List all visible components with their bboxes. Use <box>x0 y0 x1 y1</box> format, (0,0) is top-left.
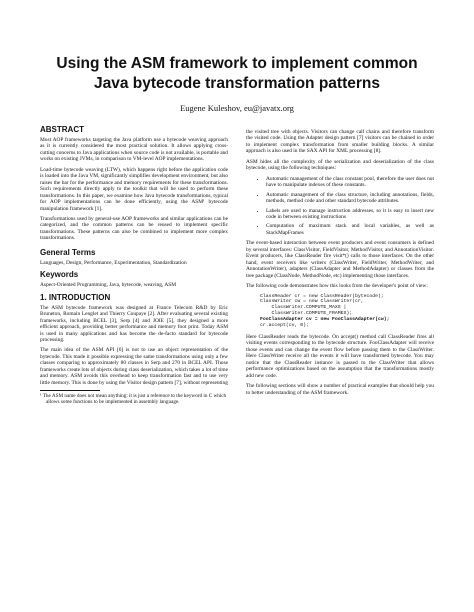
paper-title: Using the ASM framework to implement common Java bytecode transformation patterns <box>56 55 418 92</box>
list-item: • Automatic management of the class constant pool, therefore the user does not have to manipulate indexes of these constants. <box>266 176 434 189</box>
code-listing <box>260 294 434 329</box>
abstract-heading: ABSTRACT <box>40 125 84 134</box>
left-column <box>40 125 228 406</box>
introduction-paragraph: The main idea of the ASM API [6] is not to use an object representation of the bytecode. This made it possible expressing the same transformations using only a few classes comparing to approximately 80 classes in Serp and 270 in BCEL API. Those frameworks create lots of objects during class deserialization, which takes a lot of time and memory. ASM avoids this overhead to keep transformation fast and to use very little memory. This is done by using the Visitor design pattern [7], without representing <box>40 347 228 386</box>
abstract-paragraph: Most AOP frameworks targeting the Java platform use a bytecode weaving approach as it is currently considered the most practical solution. It allows applying cross-cutting concerns to Java applications when source code is not available, is portable and works on existing JVMs, in comparison to VM-level AOP implementations. <box>40 137 228 163</box>
code-line: ClassWriter.COMPUTE_MAXS | <box>260 305 347 311</box>
abstract-paragraph: Transformations used by general-use AOP frameworks and similar applications can be categorized, and the common patterns can be reused to implement specific transformations. These patterns can also be combined to implement more complex transformations. <box>40 215 228 242</box>
abstract-paragraph: Load-time bytecode weaving (LTW), which happens right before the application code is loaded into the Java VM, significantly simplifies development environment, but also raises the bar for the performance and memory requirements for these transformations. Such requirements directly apply to the toolkit that will be used to perform these transformations. In this paper, we examine how Java bytecode transformations, typical for AOP implementations can be done efficiently, using the ASM¹ bytecode manipulation framework [1]. <box>40 166 228 212</box>
list-item: • Computation of maximum stack and local variables, as well as StackMapFrames <box>266 223 434 236</box>
list-item: • Labels are used to manage instruction addresses, so it is easy to insert new code in between existing instructions <box>266 208 434 221</box>
list-item: • Automatic management of the class structure, including annotations, fields, methods, method code and other standard bytecode attributes. <box>266 192 434 205</box>
general-terms-text: Languages, Design, Performance, Experimentation, Standardization <box>40 259 187 266</box>
body-paragraph: The event-based interaction between event producers and event consumers is defined by several interfaces: ClassVisitor, FieldVisitor, MethodVisitor, and AnnotationVisitor. Event producers, like ClassReader fire visit*() calls to those interfaces. On the other hand, event receivers like writers (ClassWriter, FieldWriter, MethodWriter, and AnnotationWriter), adapters (ClassAdapter and MethodAdapter) or classes from the tree package (ClassNode, MethodNode, etc) implementing those interfaces. <box>246 240 434 279</box>
code-line: ClassWriter.COMPUTE_FRAMES); <box>260 311 353 317</box>
code-line: FooClassAdapter cv = new FooClassAdapter(cw); <box>260 317 390 323</box>
technique-list <box>246 176 434 237</box>
body-paragraph: Here ClassReader reads the bytecode. On accept() method call ClassReader fires all visiting events corresponding to the bytecode structure. FooClassAdapter will receive those events and can change the event flow before passing them to the ClassWriter. Here ClassWriter receive all the events it will have transformed bytecode. You may notice that the ClassReader instance is passed to the ClassWriter that allows performance optimizations based on the assumption that the transformations mostly add new code. <box>246 333 434 379</box>
body-paragraph: the visited tree with objects. Visitors can change call chains and therefore transform the visited code. Using the Adapter design pattern [7] visitors can be chained in order to implement complex transformation from smaller building blocks. A similar approach is also used in the SAX API for XML processing [8]. <box>246 129 434 155</box>
code-line: ClassReader cr = new ClassReader(bytecode); <box>260 293 384 299</box>
keywords-text: Aspect-Oriented Programming, Java, bytecode, weaving, ASM <box>40 282 177 289</box>
right-column <box>246 129 434 400</box>
footnote-rule <box>40 390 100 391</box>
general-terms-heading: General Terms <box>40 247 96 257</box>
code-line: cr.accept(cv, 0); <box>260 323 309 329</box>
introduction-paragraph: The ASM bytecode framework was designed at France Telecom R&D by Eric Bruneton, Romain Lenglet and Thierry Coupaye [2]. After evaluating several existing frameworks, including BCEL [3], Serp [4] and JOIE [5], they designed a more efficient approach, providing better performance and memory foot print. Today ASM is used in many applications and has become the de-facto standard for bytecode processing. <box>40 304 228 343</box>
author-line: Eugene Kuleshov, eu@javatx.org <box>180 103 294 113</box>
keywords-heading: Keywords <box>40 270 79 280</box>
code-line: ClassWriter cw = new ClassWriter(cr, <box>260 299 364 305</box>
body-paragraph: The following code demonstrates how this looks from the developer's point of view: <box>246 283 428 290</box>
introduction-heading: 1. INTRODUCTION <box>40 292 111 302</box>
footnote: ¹ The ASM name does not mean anything: it is just a reference to the keyword in C which allows some functions to be implemented in assembly language. <box>40 393 227 406</box>
body-paragraph: The following sections will show a number of practical examples that should help you to better understanding of the ASM framework. <box>246 383 434 396</box>
body-paragraph: ASM hides all the complexity of the serialization and deserialization of the class bytecode, using the following techniques: <box>246 158 434 172</box>
